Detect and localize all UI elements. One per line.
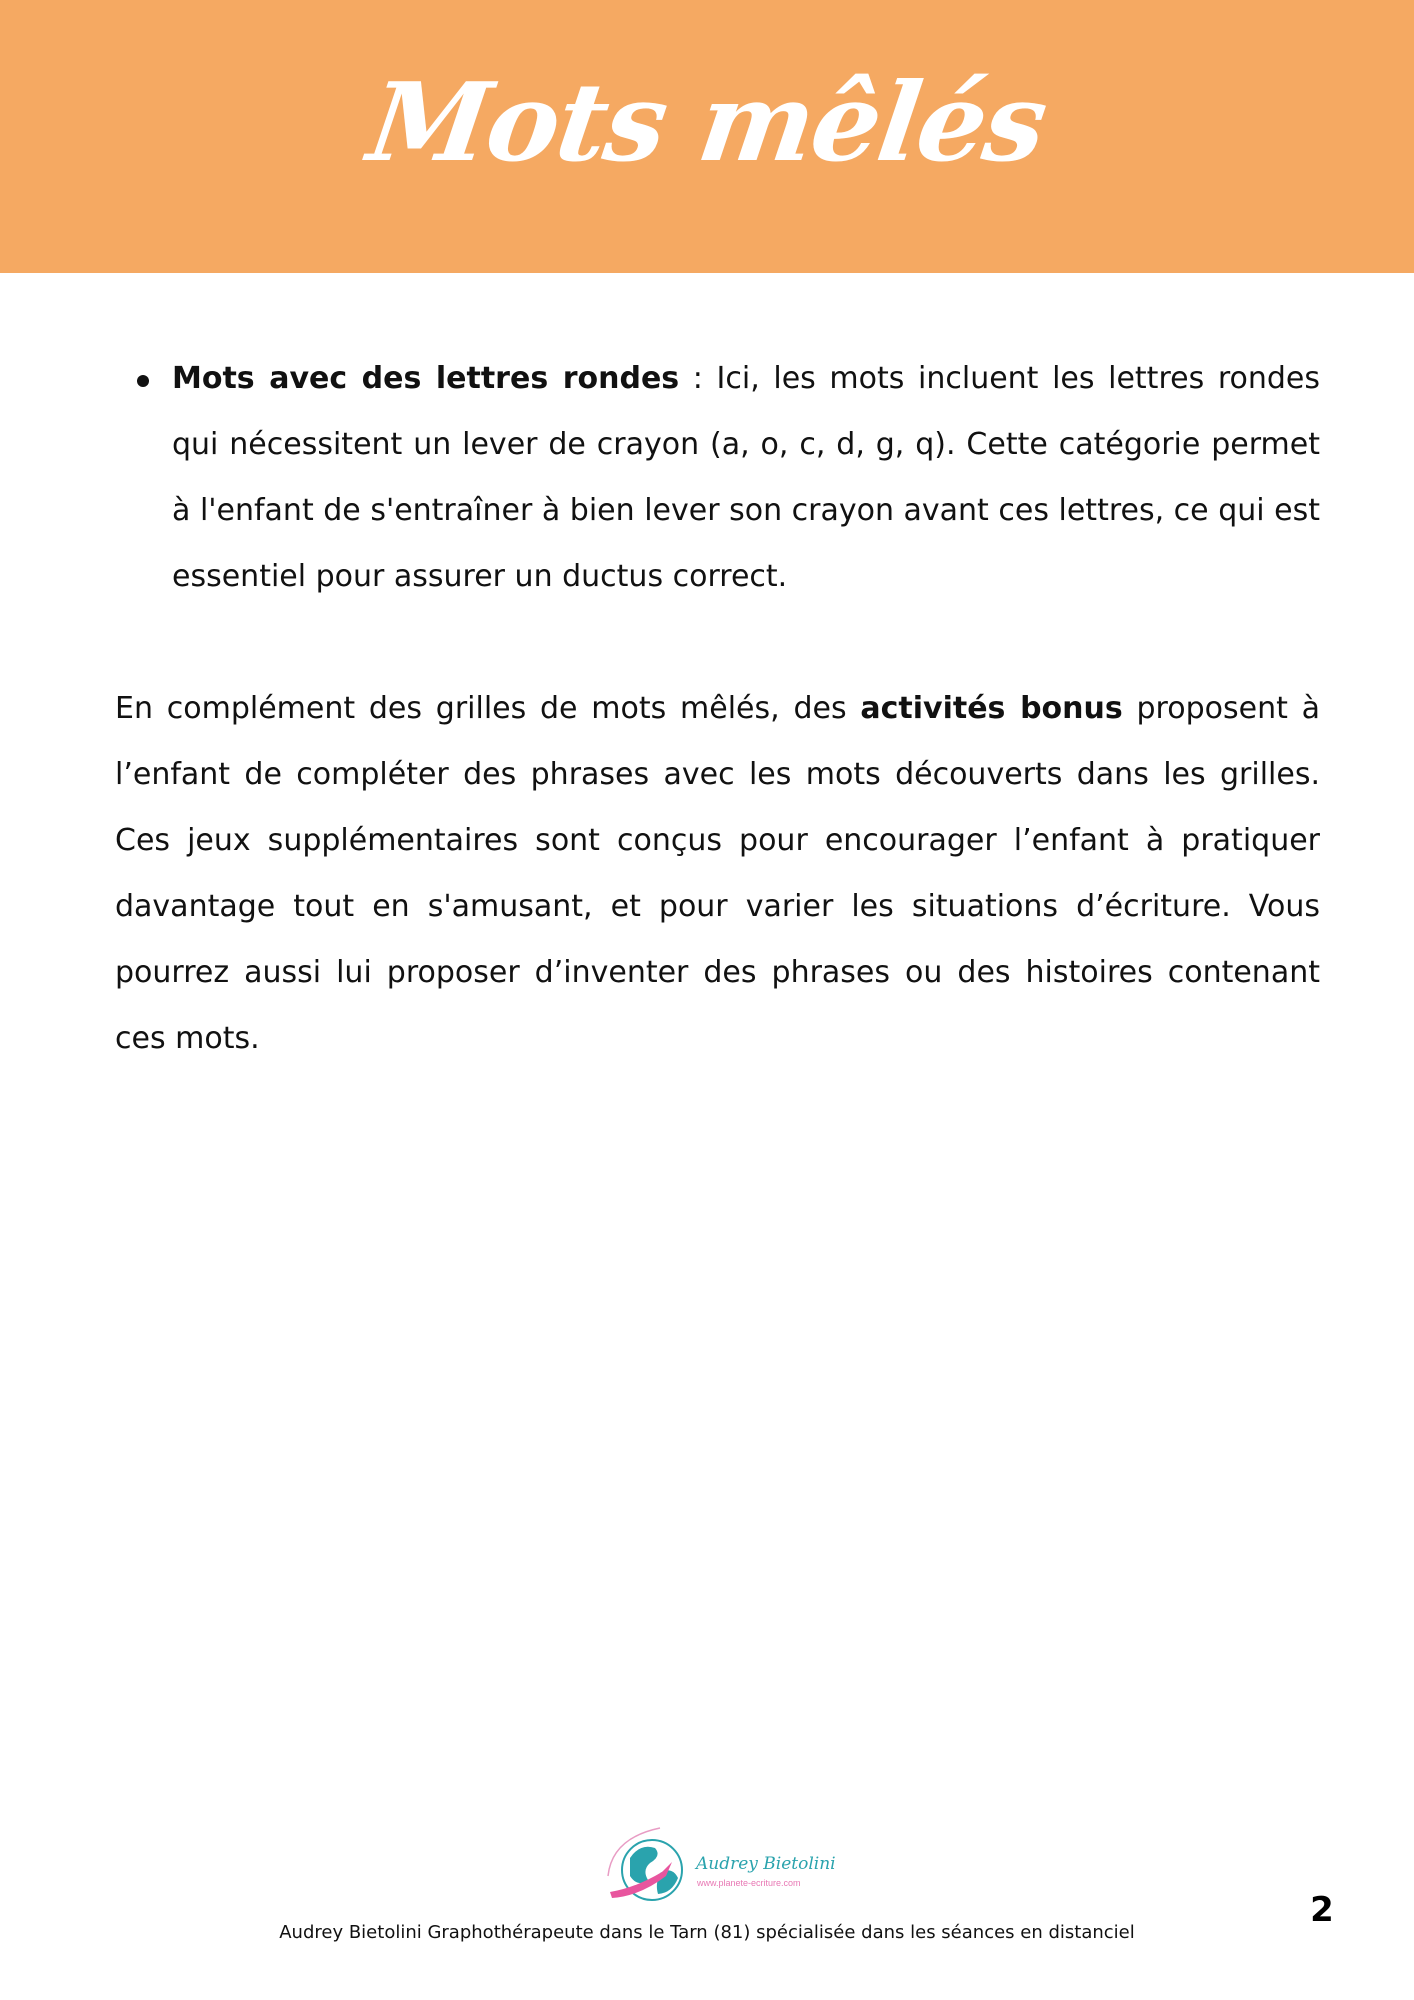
- bullet-text: : Ici, les mots incluent les lettres rondes qui nécessitent un lever de crayon (a, o, c, d, g, q). Cette catégorie permet à l'enfant de s'entraîner à bien lever son crayon avant ces lettres, ce qui est essentiel pour assurer un ductus correct.: [172, 361, 1321, 594]
- page-title: Mots mêlés: [361, 60, 1053, 186]
- logo-url: www.planete-ecriture.com: [697, 1878, 801, 1888]
- paragraph-text-after: proposent à l’enfant de compléter des phrases avec les mots découverts dans les grilles. Ces jeux supplémentaires sont conçus pour encourager l’enfant à pratiquer davantage tout en s'amusant, et pour varier les situations d’écriture. Vous pourrez aussi lui proposer d’inventer des phrases ou des histoires contenant ces mots.: [115, 691, 1320, 1056]
- page-number: 2: [1310, 1890, 1334, 1930]
- bullet-list-item: [115, 346, 1320, 610]
- footer-logo: [600, 1818, 836, 1908]
- paragraph-bold: activités bonus: [860, 691, 1123, 726]
- body-paragraph: [115, 676, 1320, 1072]
- globe-pen-icon: [600, 1818, 695, 1908]
- main-content: [115, 346, 1320, 1072]
- header-banner: [0, 0, 1414, 273]
- bullet-icon: [137, 375, 149, 387]
- paragraph-text-before: En complément des grilles de mots mêlés, des: [115, 691, 861, 726]
- bullet-bold-label: Mots avec des lettres rondes: [172, 361, 680, 396]
- logo-name: Audrey Bietolini: [696, 1854, 836, 1874]
- footer-text: Audrey Bietolini Graphothérapeute dans le Tarn (81) spécialisée dans les séances en distanciel: [279, 1922, 1135, 1943]
